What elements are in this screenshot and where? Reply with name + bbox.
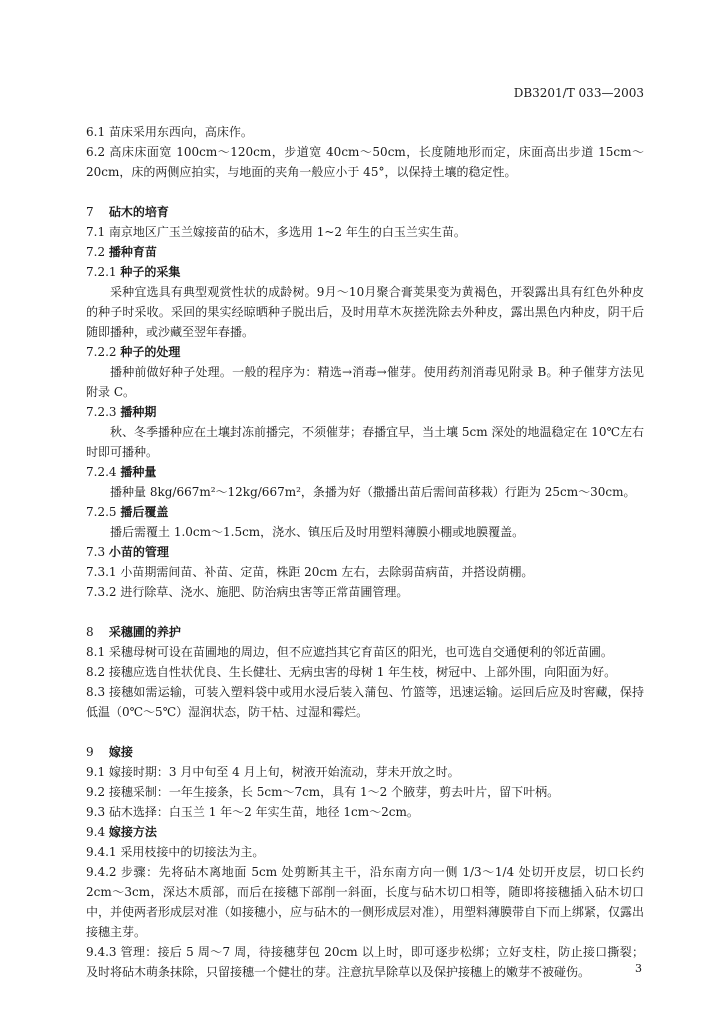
clause-number: 7.2.1 (86, 265, 117, 279)
section-number: 9 (86, 745, 94, 759)
clause-7-3-2: 7.3.2 进行除草、浇水、施肥、防治病虫害等正常苗圃管理。 (86, 585, 409, 599)
clause-title: 嫁接方法 (108, 825, 157, 839)
clause-9-3: 9.3 砧木选择：白玉兰 1 年～2 年实生苗，地径 1cm～2cm。 (86, 805, 419, 819)
clause-7-3-heading (86, 542, 644, 562)
clause-title: 小苗的管理 (108, 545, 169, 559)
clause-9-4-1: 9.4.1 采用枝接中的切接法为主。 (86, 845, 265, 859)
clause-9-1: 9.1 嫁接时期：3 月中旬至 4 月上旬，树液开始流动，芽未开放之时。 (86, 765, 460, 779)
clause-number: 7.2.5 (86, 505, 117, 519)
clause-number: 7.2.3 (86, 405, 117, 419)
section-7-heading (86, 202, 644, 222)
clause-8-3: 8.3 接穗如需运输，可装入塑料袋中或用水浸后装入蒲包、竹篮等，迅速运输。运回后应及时窖藏，保持低温（0℃～5℃）湿润状态，防干枯、过湿和霉烂。 (86, 685, 644, 719)
clause-7-2-2-heading (86, 342, 644, 362)
clause-number: 9.4 (86, 825, 106, 839)
section-9-heading (86, 742, 644, 762)
clause-7-2-5-heading (86, 502, 644, 522)
clause-7-3-1: 7.3.1 小苗期需间苗、补苗、定苗，株距 20cm 左右，去除弱苗病苗，并搭设荫棚。 (86, 565, 534, 579)
clause-7-2-3-heading (86, 402, 644, 422)
clause-number: 7.3 (86, 545, 106, 559)
section-title: 嫁接 (108, 745, 133, 759)
section-title: 砧木的培育 (108, 205, 169, 219)
clause-7-2-1-heading (86, 262, 644, 282)
clause-7-2-heading (86, 242, 644, 262)
clause-7-1: 7.1 南京地区广玉兰嫁接苗的砧木，多选用 1~2 年生的白玉兰实生苗。 (86, 225, 466, 239)
clause-title: 播种育苗 (108, 245, 157, 259)
paragraph-7-2-4: 播种量 8kg/667m²～12kg/667m²，条播为好（撒播出苗后需间苗移栽）行距为 25cm～30cm。 (110, 485, 636, 499)
document-body (86, 122, 644, 982)
clause-7-2-4-heading (86, 462, 644, 482)
clause-title: 播后覆盖 (120, 505, 169, 519)
clause-9-4-heading (86, 822, 644, 842)
section-number: 8 (86, 625, 94, 639)
clause-number: 7.2.4 (86, 465, 117, 479)
clause-8-2: 8.2 接穗应选自性状优良、生长健壮、无病虫害的母树 1 年生枝，树冠中、上部外围，向阳面为好。 (86, 665, 617, 679)
clause-9-2: 9.2 接穗采制：一年生接条，长 5cm～7cm，具有 1～2 个腋芽，剪去叶片，留下叶柄。 (86, 785, 560, 799)
section-number: 7 (86, 205, 94, 219)
clause-title: 播种量 (120, 465, 157, 479)
paragraph-7-2-5: 播后需覆土 1.0cm～1.5cm，浇水、镇压后及时用塑料薄膜小棚或地膜覆盖。 (110, 525, 525, 539)
clause-6-2: 6.2 高床床面宽 100cm～120cm，步道宽 40cm～50cm，长度随地形而定，床面高出步道 15cm～20cm，床的两侧应拍实，与地面的夹角一般应小于 45°，以保持土壤的稳定性。 (86, 145, 644, 179)
clause-9-4-2: 9.4.2 步骤：先将砧木离地面 5cm 处剪断其主干，沿东南方向一侧 1/3～1/4 处切开皮层，切口长约 2cm～3cm，深达木质部，而后在接穗下部削一斜面，长度与砧木切口相等，随即将接穗插入砧木切口中，并使两者形成层对准（如接穗小，应与砧木的一侧形成层对准），用塑料薄膜带自下而上绑紧，仅露出接穗主芽。 (86, 865, 645, 939)
document-code: DB3201/T 033—2003 (513, 86, 644, 100)
clause-title: 种子的采集 (120, 265, 181, 279)
paragraph-7-2-3: 秋、冬季播种应在土壤封冻前播完，不须催芽；春播宜早，当土壤 5cm 深处的地温稳定在 10℃左右时即可播种。 (86, 425, 644, 459)
page-number: 3 (635, 962, 642, 975)
clause-title: 种子的处理 (120, 345, 181, 359)
clause-6-1: 6.1 苗床采用东西向，高床作。 (86, 125, 253, 139)
clause-9-4-3: 9.4.3 管理：接后 5 周～7 周，待接穗芽包 20cm 以上时，即可逐步松绑；立好支柱，防止接口撕裂；及时将砧木萌条抹除，只留接穗一个健壮的芽。注意抗旱除草以及保护接穗上的嫩芽不被碰伤。 (86, 945, 644, 979)
clause-title: 播种期 (120, 405, 157, 419)
clause-number: 7.2.2 (86, 345, 117, 359)
clause-number: 7.2 (86, 245, 106, 259)
paragraph-7-2-2: 播种前做好种子处理。一般的程序为：精选→消毒→催芽。使用药剂消毒见附录 B。种子催芽方法见附录 C。 (86, 365, 644, 399)
section-title: 采穗圃的养护 (108, 625, 181, 639)
section-8-heading (86, 622, 644, 642)
paragraph-7-2-1: 采种宜选具有典型观赏性状的成龄树。9月～10月聚合膏荚果变为黄褐色，开裂露出具有红色外种皮的种子时采收。采回的果实经晾晒种子脱出后，及时用草木灰搓洗除去外种皮，露出黑色内种皮，阴干后随即播种，或沙藏至翌年春播。 (86, 285, 644, 339)
clause-8-1: 8.1 采穗母树可设在苗圃地的周边，但不应遮挡其它育苗区的阳光，也可选自交通便利的邻近苗圃。 (86, 645, 613, 659)
